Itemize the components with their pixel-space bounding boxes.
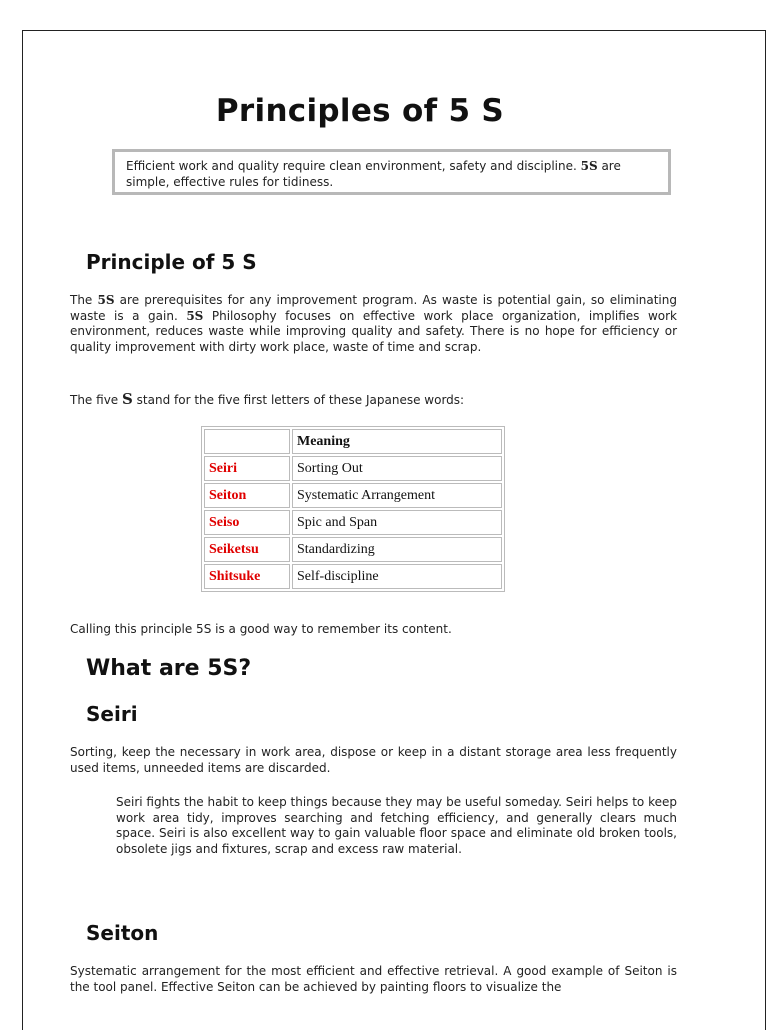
table-row: [204, 456, 502, 481]
meaning-cell: Self-discipline: [292, 564, 502, 589]
table-row: [204, 510, 502, 535]
meaning-cell: Standardizing: [292, 537, 502, 562]
seiri-quote: Seiri fights the habit to keep things because they may be useful someday. Seiri helps to keep work area tidy, improves searching and fetching efficiency, and generally clears much space. Seiri is also excellent way to gain valuable floor space and eliminate old broken tools, obsolete jigs and fixtures, scrap and excess raw material.: [116, 795, 677, 856]
intro-text-end: are simple, effective rules for tidiness.: [126, 159, 621, 189]
heading-seiton: Seiton: [86, 921, 159, 945]
text: Philosophy focuses on effective work place organization, implifies work environment, reduces waste while improving quality and safety. There is no hope for efficiency or quality improvement with dirty work place, waste of time and scrap.: [70, 308, 677, 354]
big-s: S: [122, 390, 133, 408]
meaning-cell: Systematic Arrangement: [292, 483, 502, 508]
term-cell: Seiri: [204, 456, 290, 481]
text: stand for the five first letters of these Japanese words:: [132, 393, 465, 407]
table-row: [204, 564, 502, 589]
heading-what-are-5s: What are 5S?: [86, 656, 252, 681]
table-row: [204, 537, 502, 562]
bold-5s: 5S: [97, 293, 115, 307]
principle-paragraph: [70, 293, 677, 355]
meaning-cell: Spic and Span: [292, 510, 502, 535]
term-cell: Seiketsu: [204, 537, 290, 562]
page-title: Principles of 5 S: [215, 93, 505, 129]
intro-text: Efficient work and quality require clean environment, safety and discipline.: [126, 159, 581, 173]
intro-5s: 5S: [580, 159, 598, 173]
calling-paragraph: Calling this principle 5S is a good way to remember its content.: [70, 622, 452, 636]
meaning-cell: Sorting Out: [292, 456, 502, 481]
text: The five: [70, 393, 122, 407]
heading-seiri: Seiri: [86, 702, 138, 726]
table-header-cell: [204, 429, 290, 454]
seiri-paragraph: Sorting, keep the necessary in work area, dispose or keep in a distant storage area less frequently used items, unneeded items are discarded.: [70, 745, 677, 775]
table-row: [204, 483, 502, 508]
intro-box: [112, 149, 671, 195]
text: The: [70, 293, 98, 307]
term-cell: Seiso: [204, 510, 290, 535]
text: are prerequisites for any improvement program. As waste is potential gain, so eliminating waste is a gain.: [70, 293, 677, 323]
table-header-meaning: Meaning: [292, 429, 502, 454]
five-s-table: [201, 426, 505, 592]
heading-principle: Principle of 5 S: [86, 250, 257, 274]
seiton-paragraph: Systematic arrangement for the most efficient and effective retrieval. A good example of Seiton is the tool panel. Effective Seiton can be achieved by painting floors to visualize the: [70, 964, 677, 994]
term-cell: Seiton: [204, 483, 290, 508]
five-s-paragraph: [70, 392, 677, 409]
table-header-row: [204, 429, 502, 454]
bold-5s: 5S: [186, 308, 204, 323]
term-cell: Shitsuke: [204, 564, 290, 589]
